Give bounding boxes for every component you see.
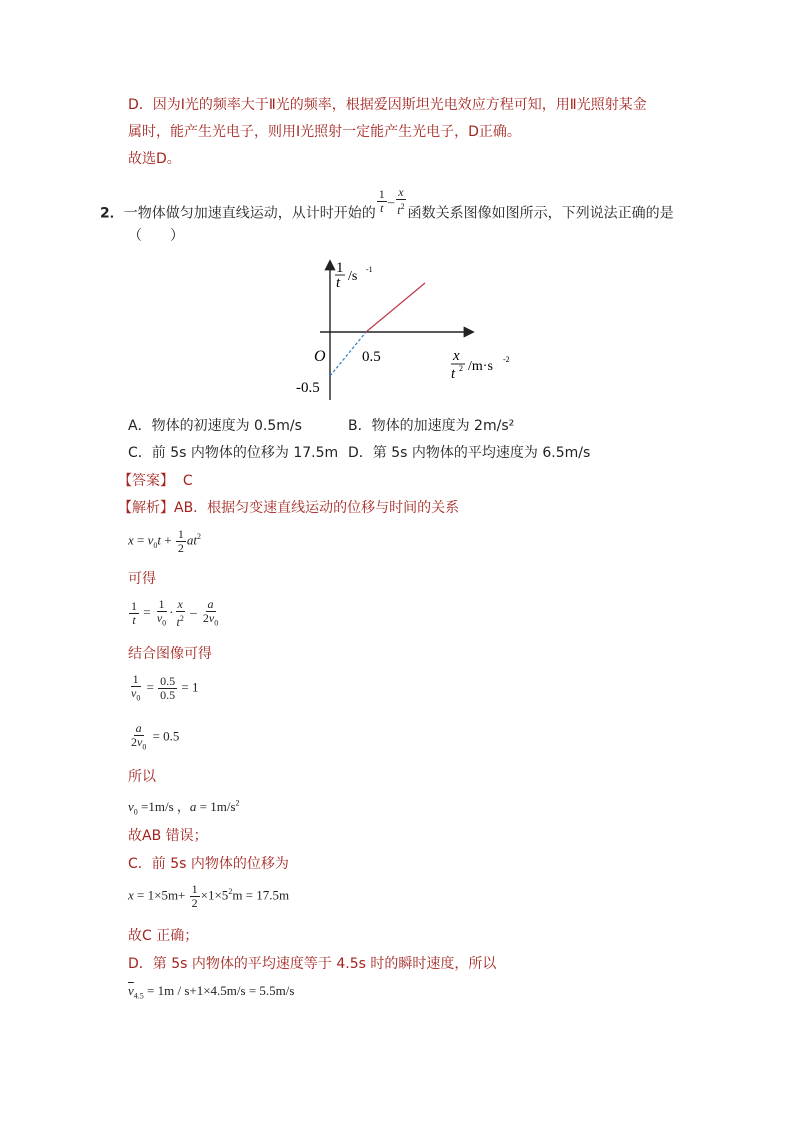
y-label-exp: -1 [366, 265, 373, 274]
answer-label: 【答案】 [118, 473, 174, 489]
option-c: C．前 5s 内物体的位移为 17.5m [128, 445, 339, 461]
option-a: A．物体的初速度为 0.5m/s [128, 418, 302, 434]
ab-wrong: 故AB 错误； [128, 828, 208, 844]
dashed-line [330, 332, 366, 376]
question-text-after: 函数关系图像如图所示，下列说法正确的是 [407, 205, 674, 222]
x-label-num: x [453, 348, 460, 364]
question-paren: （ ） [128, 228, 184, 244]
x-label-unit: /m·s [468, 359, 493, 374]
answer-value: C [182, 473, 193, 489]
y-label-den: t [336, 275, 341, 291]
x-label-den-exp: 2 [459, 364, 463, 373]
analysis-label: 【解析】 [118, 500, 174, 516]
equation-d: $\overline{v}_{4.5} = 1m / s+1\times 4.5m/s = 5.5m/s$ [128, 983, 295, 1001]
option-d-line-2: 属时，能产生光电子，则用Ⅰ光照射一定能产生光电子，D正确。 [128, 124, 521, 140]
option-b: B．物体的加速度为 2m/s² [348, 418, 515, 434]
stem-fraction-2: $\frac{x}{t^2}$ [397, 185, 405, 217]
answer-line [118, 471, 193, 491]
c-correct: 故C 正确； [128, 928, 199, 944]
d-head: D．第 5s 内物体的平均速度等于 4.5s 时的瞬时速度，所以 [128, 956, 497, 972]
question-stem: 2．一物体做匀加速直线运动，从计时开始的 $\frac{1}{t}$ – $\frac{x}{t^2}$ 函数关系图像如图所示，下列说法正确的是 [100, 185, 674, 222]
equation-displacement: $x = v_0t$ + $\frac{1}{2}$ $at^2$ [128, 527, 201, 555]
graph [290, 250, 530, 410]
kede-text: 可得 [128, 571, 156, 587]
equation-intercept: $\frac{a}{2v_0}$ = 0.5 [131, 721, 180, 752]
solid-line [366, 283, 425, 332]
x-intercept-label: 0.5 [362, 349, 381, 365]
question-text-before: 一物体做匀加速直线运动，从计时开始的 [123, 205, 376, 222]
x-label-den: t [451, 366, 456, 382]
equation-slope: $\frac{1}{v_0}$ = $\frac{0.5}{0.5}$ = 1 [131, 672, 199, 703]
x-label-exp: -2 [503, 355, 510, 364]
y-intercept-label: -0.5 [296, 380, 320, 396]
option-d-line-1: D．因为Ⅰ光的频率大于Ⅱ光的频率，根据爱因斯坦光电效应方程可知，用Ⅱ光照射某金 [128, 97, 647, 113]
jiehe-text: 结合图像可得 [128, 646, 212, 662]
c-head: C．前 5s 内物体的位移为 [128, 856, 289, 872]
analysis-line [118, 498, 459, 518]
choose-answer: 故选D。 [128, 151, 181, 167]
equation-c: x = 1×5m+ $\frac{1}{2}$ $\times 1\times 5^2m = 17.5m$ [128, 882, 290, 910]
stem-fraction-1: $\frac{1}{t}$ [378, 187, 385, 215]
equation-results: $v_0 =1m/s$ ，$a = 1m/s^2$ [128, 798, 240, 817]
option-d: D．第 5s 内物体的平均速度为 6.5m/s [348, 445, 591, 461]
equation-reciprocal: $\frac{1}{t}$ = $\frac{1}{v_0}$ · $\frac{x}{t^2}$ – $\frac{a}{2v_0}$ [131, 597, 219, 630]
suoyi-text: 所以 [128, 769, 156, 785]
y-label-unit: /s [348, 269, 358, 284]
question-number: 2． [100, 205, 124, 222]
y-label-num: 1 [336, 260, 344, 276]
analysis-intro: AB．根据匀变速直线运动的位移与时间的关系 [174, 500, 460, 516]
origin-label: O [314, 348, 326, 365]
